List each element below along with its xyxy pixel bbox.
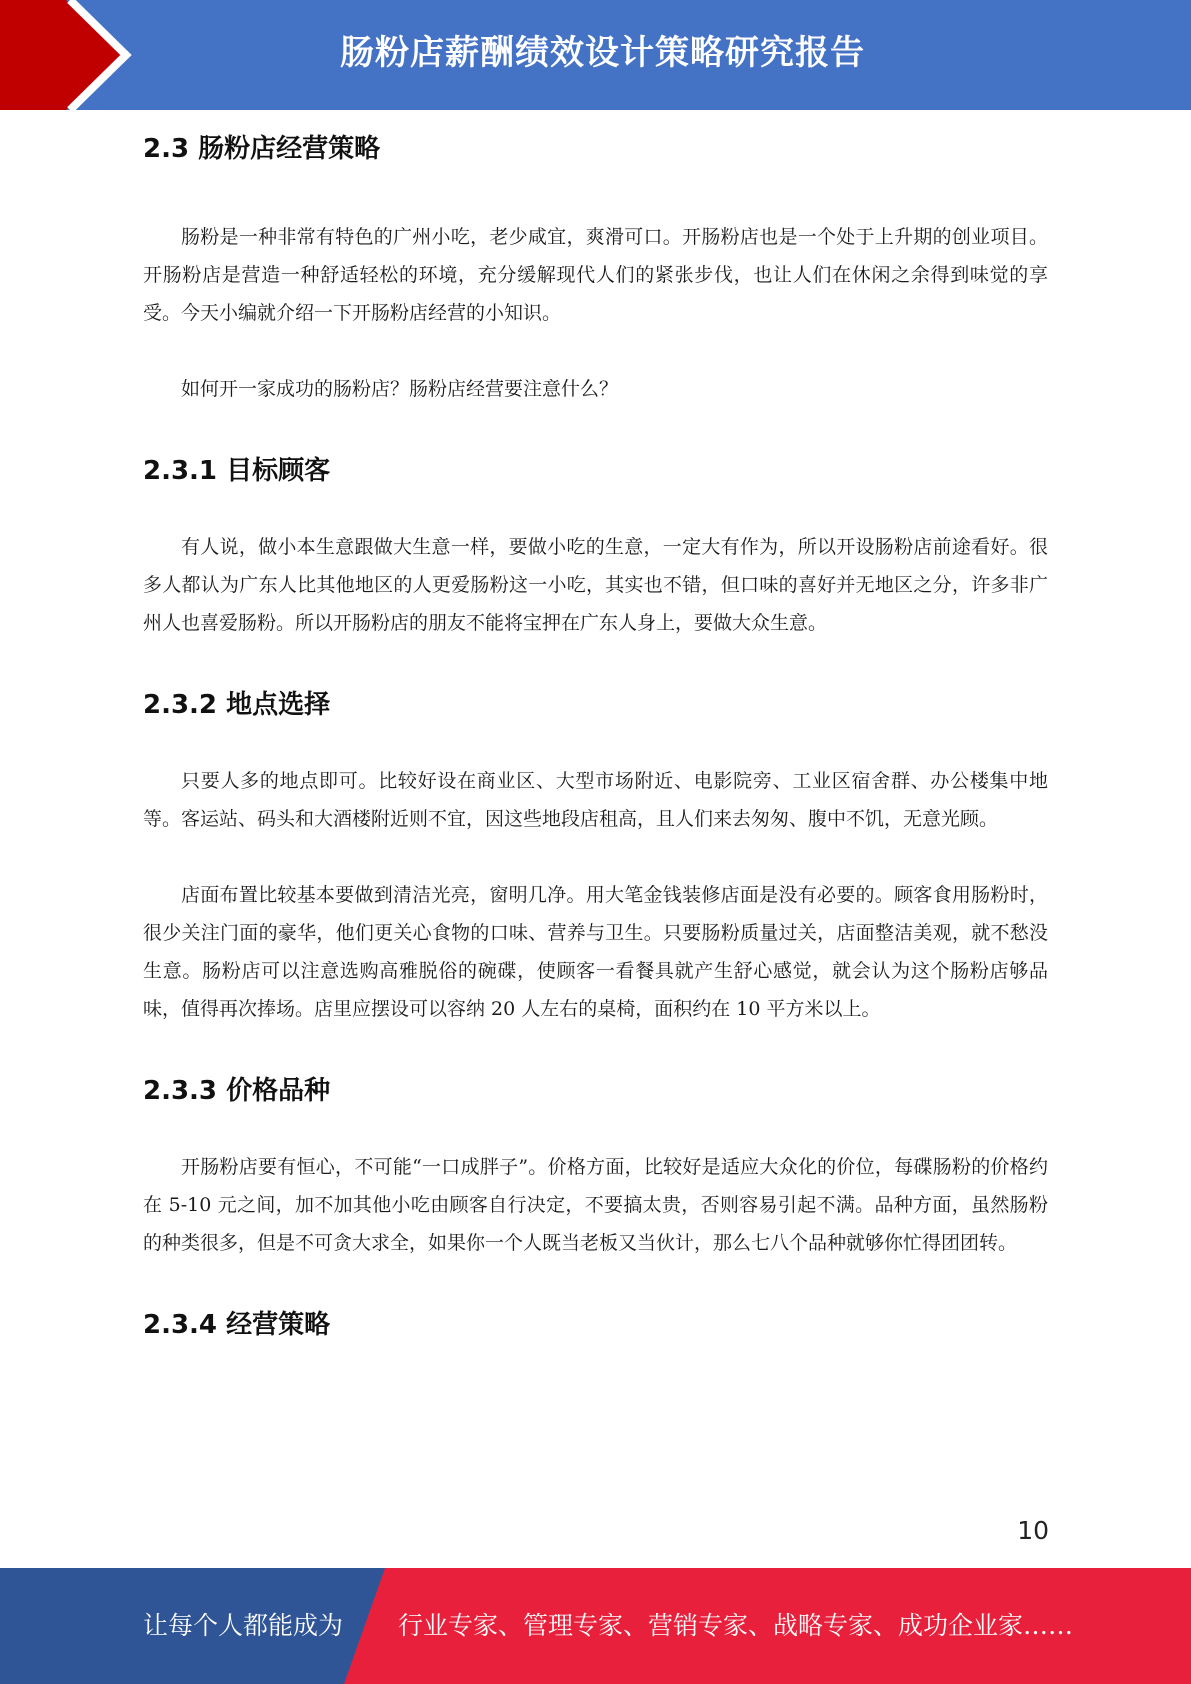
page-number: 10 bbox=[1017, 1516, 1049, 1545]
section-title: 2.3 肠粉店经营策略 bbox=[143, 134, 381, 164]
subsection-title-business-strategy: 2.3.4 经营策略 bbox=[143, 1310, 331, 1340]
main-content bbox=[143, 126, 1048, 1382]
target-customers-paragraph: 有人说，做小本生意跟做大生意一样，要做小吃的生意，一定大有作为，所以开设肠粉店前途看好。很多人都认为广东人比其他地区的人更爱肠粉这一小吃，其实也不错，但口味的喜好并无地区之分，许多非广州人也喜爱肠粉。所以开肠粉店的朋友不能将宝押在广东人身上，要做大众生意。 bbox=[143, 536, 1048, 634]
intro-question-paragraph: 如何开一家成功的肠粉店？肠粉店经营要注意什么？ bbox=[181, 378, 619, 400]
footer-slogan-right: 行业专家、管理专家、营销专家、战略专家、成功企业家…… bbox=[398, 1611, 1074, 1640]
location-paragraph: 只要人多的地点即可。比较好设在商业区、大型市场附近、电影院旁、工业区宿舍群、办公楼集中地等。客运站、码头和大酒楼附近则不宜，因这些地段店租高，且人们来去匆匆、腹中不饥，无意光顾。 bbox=[143, 770, 1048, 830]
report-title: 肠粉店薪酬绩效设计策略研究报告 bbox=[340, 33, 865, 73]
price-variety-paragraph: 开肠粉店要有恒心，不可能“一口成胖子”。价格方面，比较好是适应大众化的价位，每碟肠粉的价格约在 5-10 元之间，加不加其他小吃由顾客自行决定，不要搞太贵，否则容易引起不满。品种方面，虽然肠粉的种类很多，但是不可贪大求全，如果你一个人既当老板又当伙计，那么七八个品种就够你忙得团团转。 bbox=[143, 1156, 1048, 1254]
subsection-title-price-variety: 2.3.3 价格品种 bbox=[143, 1076, 331, 1106]
page-footer bbox=[0, 1568, 1191, 1684]
store-layout-paragraph: 店面布置比较基本要做到清洁光亮，窗明几净。用大笔金钱装修店面是没有必要的。顾客食用肠粉时，很少关注门面的豪华，他们更关心食物的口味、营养与卫生。只要肠粉质量过关，店面整洁美观，就不愁没生意。肠粉店可以注意选购高雅脱俗的碗碟，使顾客一看餐具就产生舒心感觉，就会认为这个肠粉店够品味，值得再次捧场。店里应摆设可以容纳 20 人左右的桌椅，面积约在 10 平方米以上。 bbox=[143, 884, 1048, 1020]
subsection-title-location: 2.3.2 地点选择 bbox=[143, 690, 331, 720]
subsection-title-target-customers: 2.3.1 目标顾客 bbox=[143, 456, 331, 486]
page-header bbox=[0, 0, 1191, 110]
intro-paragraph: 肠粉是一种非常有特色的广州小吃，老少咸宜，爽滑可口。开肠粉店也是一个处于上升期的创业项目。开肠粉店是营造一种舒适轻松的环境，充分缓解现代人们的紧张步伐，也让人们在休闲之余得到味觉的享受。今天小编就介绍一下开肠粉店经营的小知识。 bbox=[143, 226, 1048, 324]
footer-slogan-left: 让每个人都能成为 bbox=[143, 1611, 344, 1640]
